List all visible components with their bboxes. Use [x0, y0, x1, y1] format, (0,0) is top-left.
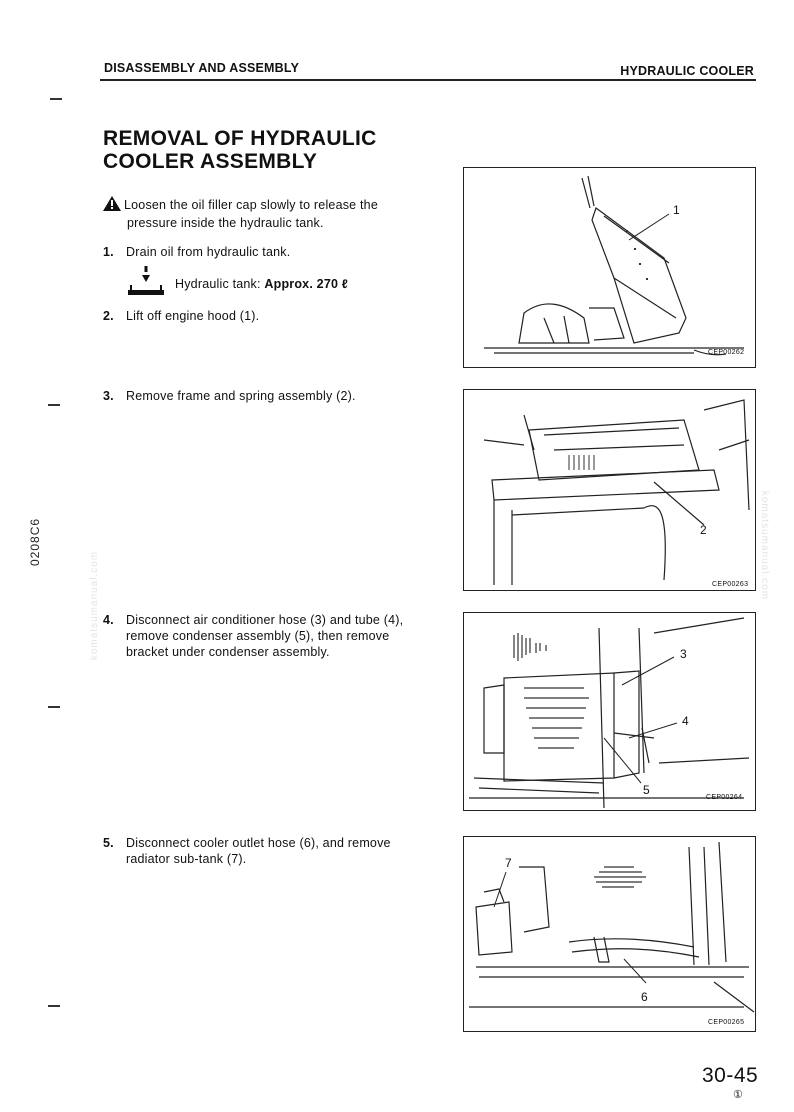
watermark-left: komatsumanual.com — [89, 550, 101, 661]
warning-line-1: Loosen the oil filler cap slowly to release the — [124, 198, 378, 212]
warning-triangle-icon — [103, 196, 121, 215]
step-5 — [103, 835, 435, 867]
frame-spring-illustration — [464, 390, 755, 590]
figure-callout: 5 — [643, 783, 650, 797]
step-text: remove condenser assembly (5), then remove — [126, 629, 390, 643]
header-topic-title: HYDRAULIC COOLER — [620, 64, 754, 78]
step-number: 5. — [103, 836, 114, 850]
margin-mark — [48, 404, 60, 406]
step-text: Remove frame and spring assembly (2). — [126, 389, 356, 403]
figure-callout: 7 — [505, 856, 512, 870]
figure-engine-hood — [463, 167, 756, 368]
figure-callout: 3 — [680, 647, 687, 661]
watermark-right: komatsumanual.com — [759, 490, 771, 601]
page-title — [103, 127, 377, 173]
warning-note — [103, 196, 433, 231]
engine-hood-illustration — [464, 168, 755, 367]
drain-oil-icon — [128, 266, 164, 301]
step-number: 1. — [103, 245, 114, 259]
figure-callout: 6 — [641, 990, 648, 1004]
step-text: radiator sub-tank (7). — [126, 852, 247, 866]
step-text: Lift off engine hood (1). — [126, 309, 260, 323]
header-section-title: DISASSEMBLY AND ASSEMBLY — [104, 61, 300, 75]
step-number: 2. — [103, 309, 114, 323]
warning-line-2: pressure inside the hydraulic tank. — [127, 216, 324, 230]
figure-cooler-hose — [463, 836, 756, 1032]
step-text: Disconnect cooler outlet hose (6), and remove — [126, 836, 391, 850]
capacity-value: Approx. 270 ℓ — [264, 277, 349, 291]
header-rule — [100, 79, 756, 81]
figure-code: CEP00263 — [712, 581, 749, 588]
step-number: 4. — [103, 613, 114, 627]
step-text: Drain oil from hydraulic tank. — [126, 245, 291, 259]
title-line-2: COOLER ASSEMBLY — [103, 150, 318, 173]
step-text: bracket under condenser assembly. — [126, 645, 330, 659]
condenser-illustration — [464, 613, 755, 810]
title-line-1: REMOVAL OF HYDRAULIC — [103, 127, 377, 150]
figure-callout: 2 — [700, 523, 707, 537]
margin-mark — [48, 1005, 60, 1007]
capacity-label: Hydraulic tank: — [175, 277, 261, 291]
page-number: 30-45 — [702, 1064, 759, 1087]
margin-mark — [50, 98, 62, 100]
step-3 — [103, 388, 356, 404]
step-text: Disconnect air conditioner hose (3) and tube (4), — [126, 613, 404, 627]
step-4 — [103, 612, 435, 660]
revision-mark: ① — [733, 1089, 743, 1101]
figure-code: CEP00265 — [708, 1019, 745, 1026]
capacity-spec — [175, 276, 348, 292]
figure-callout: 4 — [682, 714, 689, 728]
figure-callout: 1 — [673, 203, 680, 217]
step-2 — [103, 308, 259, 324]
figure-code: CEP00262 — [708, 349, 745, 356]
step-1 — [103, 244, 290, 260]
figure-condenser — [463, 612, 756, 811]
side-document-code: 0208C6 — [28, 517, 42, 566]
figure-frame-spring — [463, 389, 756, 591]
step-number: 3. — [103, 389, 114, 403]
margin-mark — [48, 706, 60, 708]
figure-code: CEP00264 — [706, 794, 743, 801]
